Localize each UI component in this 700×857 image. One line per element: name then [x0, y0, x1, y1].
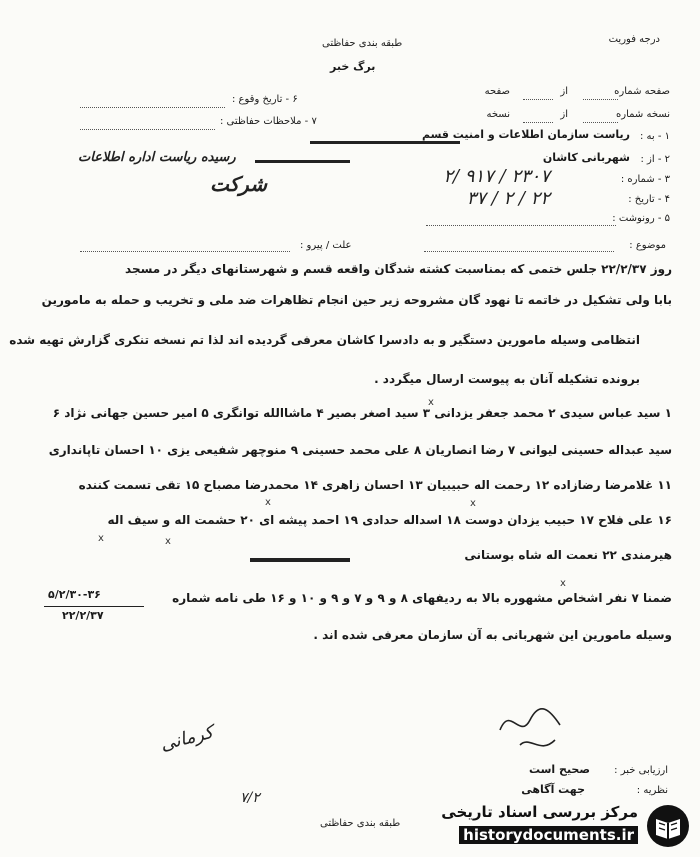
- classification-bottom: طبقه بندی حفاظتی: [320, 818, 401, 829]
- view-value: جهت آگاهی: [521, 783, 585, 796]
- opinion-label: ارزیابی خبر :: [614, 765, 668, 776]
- body-line: انتظامی وسیله مامورین دستگیر و به دادسرا کاشان معرفی گردیده اند لذا تم نسخه تنکری گزارش تهیه شده: [9, 333, 640, 347]
- view-label: نظریه :: [636, 785, 668, 796]
- body-line: برونده تشکیله آنان به پیوست ارسال میگردد .: [374, 372, 640, 386]
- dotted-line: [426, 225, 616, 226]
- strike-line: [250, 558, 350, 562]
- body-line: بابا ولی تشکیل در خاتمه تا نهود گان مشروحه زیر حین انجام تظاهرات ضد ملی و تخریب و حمله به مامورین: [41, 293, 672, 307]
- names-line: سید عبداله حسینی لیوانی ۷ رضا انصاریان ۸ علی محمد حسینی ۹ منوچهر شفیعی یزی ۱۰ احسان تاپانداری: [48, 443, 672, 457]
- page-from: از: [560, 86, 568, 97]
- signature-left-date: ۷/۲: [240, 790, 260, 806]
- form-title: برگ خبر: [330, 60, 376, 73]
- names-line: ۱۶ علی فلاح ۱۷ حبیب یزدان دوست ۱۸ اسداله حدادی ۱۹ احمد پیشه ای ۲۰ حشمت اله و سیف اله: [107, 513, 672, 527]
- signature-left: کرمانی: [158, 721, 216, 756]
- dotted-line: [583, 122, 618, 123]
- names-line: ۱۱ غلامرضا رضازاده ۱۲ رحمت اله حبیبیان ۱۳ احسان زاهری ۱۴ محمدرضا مصباح ۱۵ تقی تسمت کننده: [78, 478, 672, 492]
- tick-mark: x: [560, 578, 566, 589]
- from-label: ۲ - از :: [640, 154, 670, 165]
- reference-number: ۵/۲/۳۰-۳۶: [48, 588, 101, 601]
- page-number-label: صفحه شماره: [614, 86, 670, 97]
- tick-mark: x: [428, 397, 434, 408]
- cause-label: علت / پیرو :: [300, 240, 352, 251]
- names-line: هیرمندی ۲۲ نعمت اله شاه بوستانی: [464, 548, 672, 562]
- strike-line: [310, 141, 460, 144]
- opinion-value: صحیح است: [528, 763, 590, 776]
- copy-total: نسخه: [486, 109, 510, 120]
- dotted-line: [80, 107, 225, 108]
- priority-label: درجه فوریت: [608, 34, 660, 45]
- number-value: ۲۳۰۷ / ۹۱۷ /۲: [443, 166, 550, 187]
- watermark-title: مرکز بررسی اسناد تاریخی: [441, 803, 638, 821]
- date-label: ۴ - تاریخ :: [628, 194, 670, 205]
- tick-mark: x: [470, 498, 476, 509]
- body-line: وسیله مامورین این شهربانی به آن سازمان معرفی شده اند .: [313, 628, 672, 642]
- dotted-line: [424, 251, 614, 252]
- signature-right-icon: [490, 700, 580, 760]
- event-date-label: ۶ - تاریخ وقوع :: [232, 94, 298, 105]
- names-line: ۱ سید عباس سیدی ۲ محمد جعفر یزدانی ۳ سید اصغر بصیر ۴ ماشاالله توانگری ۵ امیر حسین جهانی نژاد ۶: [52, 406, 672, 420]
- reference-date: ۲۲/۲/۳۷: [62, 609, 104, 622]
- copy-from: از: [560, 109, 568, 120]
- to-label: ۱ - به :: [639, 131, 670, 142]
- subject-label: موضوع :: [629, 240, 666, 251]
- dotted-line: [80, 251, 290, 252]
- dotted-line: [523, 122, 553, 123]
- classification-top: طبقه بندی حفاظتی: [322, 38, 403, 49]
- number-label: ۳ - شماره :: [620, 174, 670, 185]
- page-total: صفحه: [484, 86, 510, 97]
- copy-number-label: نسخه شماره: [616, 109, 670, 120]
- from-value: شهربانی کاشان: [542, 151, 630, 164]
- watermark: [434, 800, 696, 852]
- handwritten-annotation: رسیده ریاست اداره اطلاعات: [78, 150, 236, 165]
- dotted-line: [80, 129, 215, 130]
- handwritten-number: شرکت: [210, 172, 267, 196]
- strike-line: [255, 160, 350, 163]
- watermark-site: historydocuments.ir: [459, 826, 638, 844]
- dotted-line: [583, 99, 618, 100]
- reference-divider: [44, 606, 144, 607]
- to-value: ریاست سازمان اطلاعات و امنیت قسم: [421, 128, 630, 141]
- tick-mark: x: [265, 497, 271, 508]
- protection-notes-label: ۷ - ملاحظات حفاظتی :: [220, 116, 317, 127]
- copy-to-label: ۵ - رونوشت :: [612, 213, 670, 224]
- tick-mark: x: [165, 536, 171, 547]
- dotted-line: [523, 99, 553, 100]
- book-logo-icon: [644, 803, 692, 849]
- tick-mark: x: [98, 533, 104, 544]
- body-line: ضمنا ۷ نفر اشخاص مشهوره بالا به ردیفهای ۸ و ۹ و ۷ و ۹ و ۱۰ و ۱۶ طی نامه شماره: [172, 591, 672, 605]
- date-value: ۲۲ / ۲ / ۳۷: [466, 188, 550, 209]
- body-line: روز ۲۲/۲/۳۷ جلس ختمی که بمناسبت کشته شدگان واقعه قسم و شهرستانهای دیگر در مسجد: [125, 262, 672, 276]
